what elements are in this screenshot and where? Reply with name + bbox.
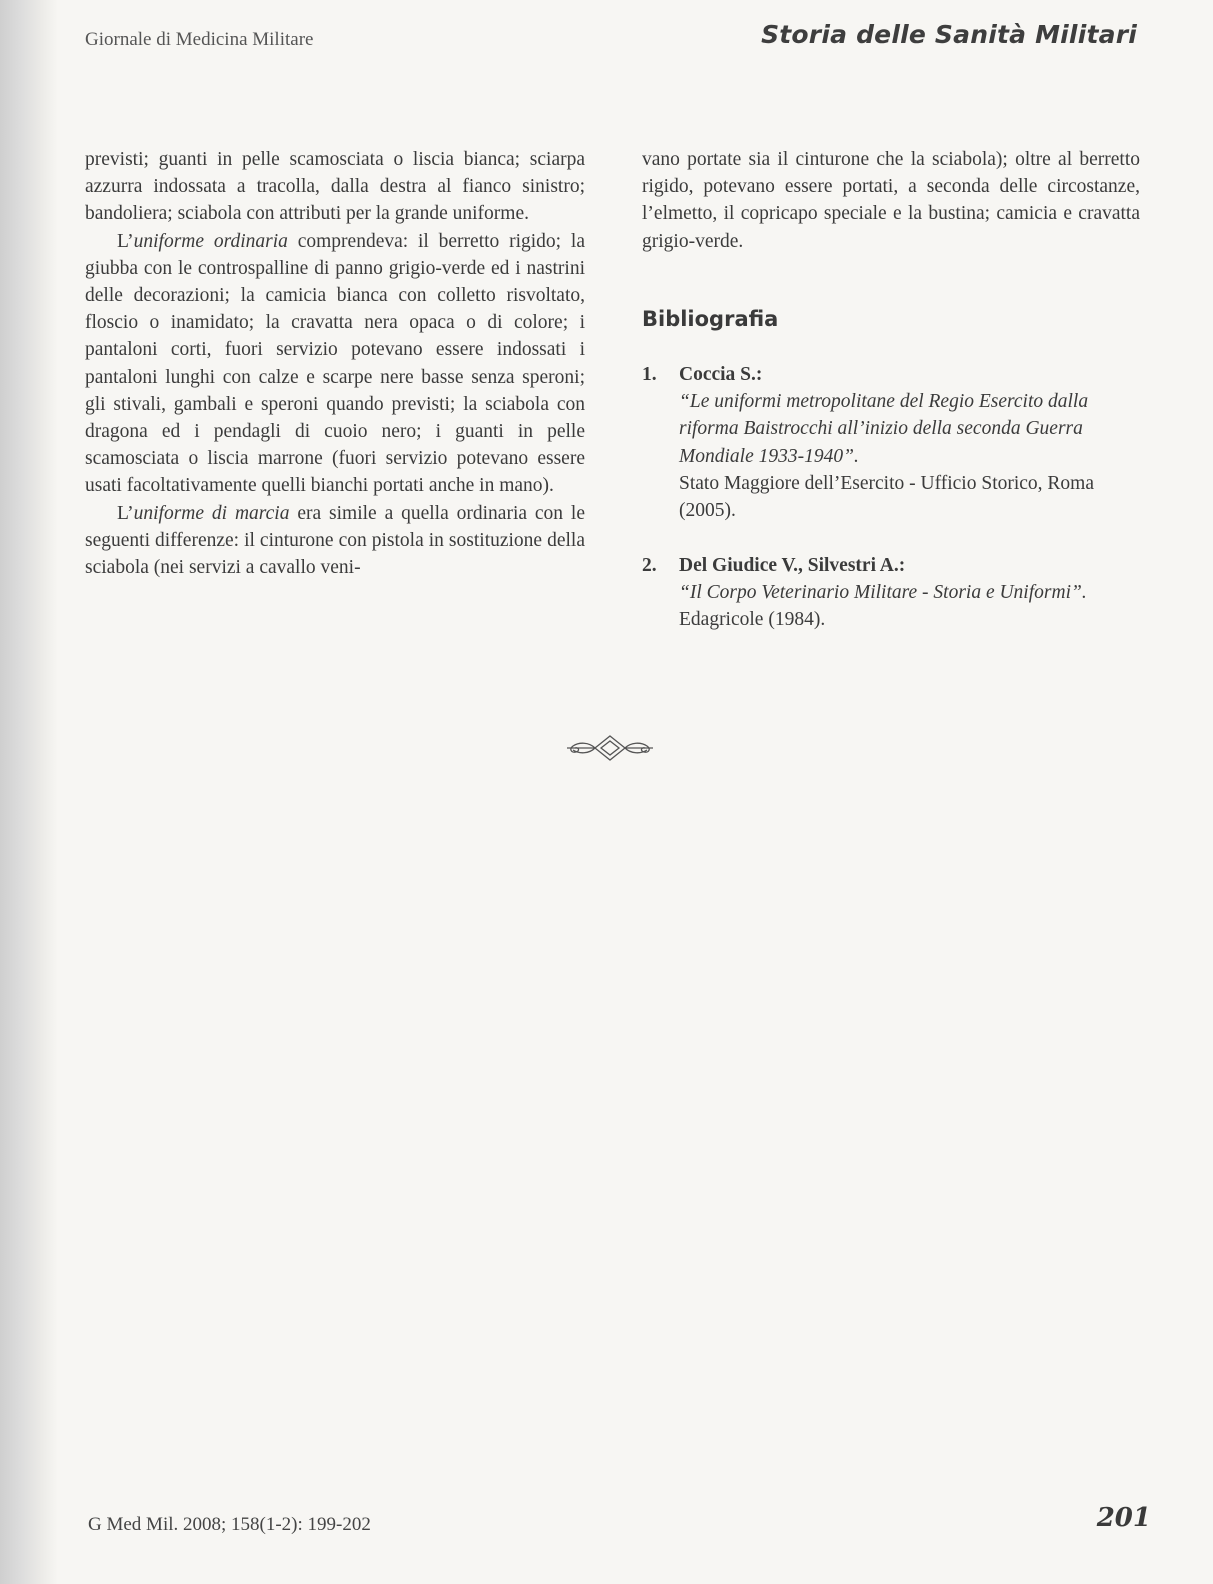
paragraph-1: previsti; guanti in pelle scamosciata o liscia bianca; sciarpa azzurra indossata a tracolla, dalla destra al fianco sinistro; bandoliera; sciabola con attributi per la grande uniforme. — [85, 149, 585, 225]
reference-item — [642, 361, 1140, 524]
paragraph-uniforme-ordinaria — [85, 228, 585, 500]
reference-publisher: Edagricole (1984). — [679, 609, 826, 631]
page-number: 201 — [1096, 1503, 1151, 1533]
paragraph-2-text: comprendeva: il berretto rigido; la giubba con le controspalline di panno grigio-verde ed i nastrini delle decorazioni; la camicia bianca con colletto risvoltato, floscio o inamidato; la cravatta nera opaca o di colore; i pantaloni corti, fuori servizio potevano essere indossati i pantaloni lunghi con calze e scarpe nere basse senza speroni; gli stivali, gambali e speroni quando previsti; la sciabola con dragona ed i pendagli di cuoio nero; i guanti in pelle scamosciata o liscia marrone (fuori servizio potevano essere usati facoltativamente quelli bianchi portati anche in mano). — [85, 230, 585, 497]
right-text-column — [642, 146, 1140, 255]
journal-running-head: Giornale di Medicina Militare — [85, 29, 314, 50]
quote-mark: L’ — [117, 502, 134, 524]
paragraph-continuation: vano portate sia il cinturone che la sciabola); oltre al berretto rigido, potevano essere portati, a seconda delle circostanze, l’elmetto, il copricapo speciale e la bustina; camicia e cravatta grigio-verde. — [642, 149, 1140, 252]
section-running-head: Storia delle Sanità Militari — [761, 20, 1137, 49]
reference-item — [642, 552, 1140, 634]
reference-title: “Le uniformi metropolitane del Regio Esercito dalla riforma Baistrocchi all’inizio della seconda Guerra Mondiale 1933-1940”. — [679, 391, 1089, 467]
reference-publisher: Stato Maggiore dell’Esercito - Ufficio Storico, Roma (2005). — [679, 472, 1095, 522]
term-uniforme-marcia: uniforme di marcia — [133, 502, 290, 524]
paragraph-3-text: era simile a quella ordinaria con le seguenti differenze: il cinturone con pistola in sostituzione della sciabola (nei servizi a cavallo veni- — [85, 502, 585, 579]
reference-title: “Il Corpo Veterinario Militare - Storia e Uniformi”. — [679, 582, 1087, 604]
quote-mark: L’ — [117, 230, 134, 252]
reference-authors: Del Giudice V., Silvestri A.: — [679, 555, 906, 576]
left-text-column — [85, 146, 585, 581]
flourish-divider-icon — [565, 732, 655, 764]
bibliography-heading: Bibliografia — [642, 307, 779, 331]
reference-number: 2. — [642, 555, 657, 576]
term-uniforme-ordinaria: uniforme ordinaria — [133, 230, 288, 252]
page-gutter-shadow — [0, 0, 58, 1584]
paragraph-uniforme-marcia — [85, 500, 585, 582]
reference-number: 1. — [642, 364, 657, 385]
citation-footer: G Med Mil. 2008; 158(1-2): 199-202 — [88, 1514, 371, 1535]
reference-authors: Coccia S.: — [679, 364, 763, 385]
